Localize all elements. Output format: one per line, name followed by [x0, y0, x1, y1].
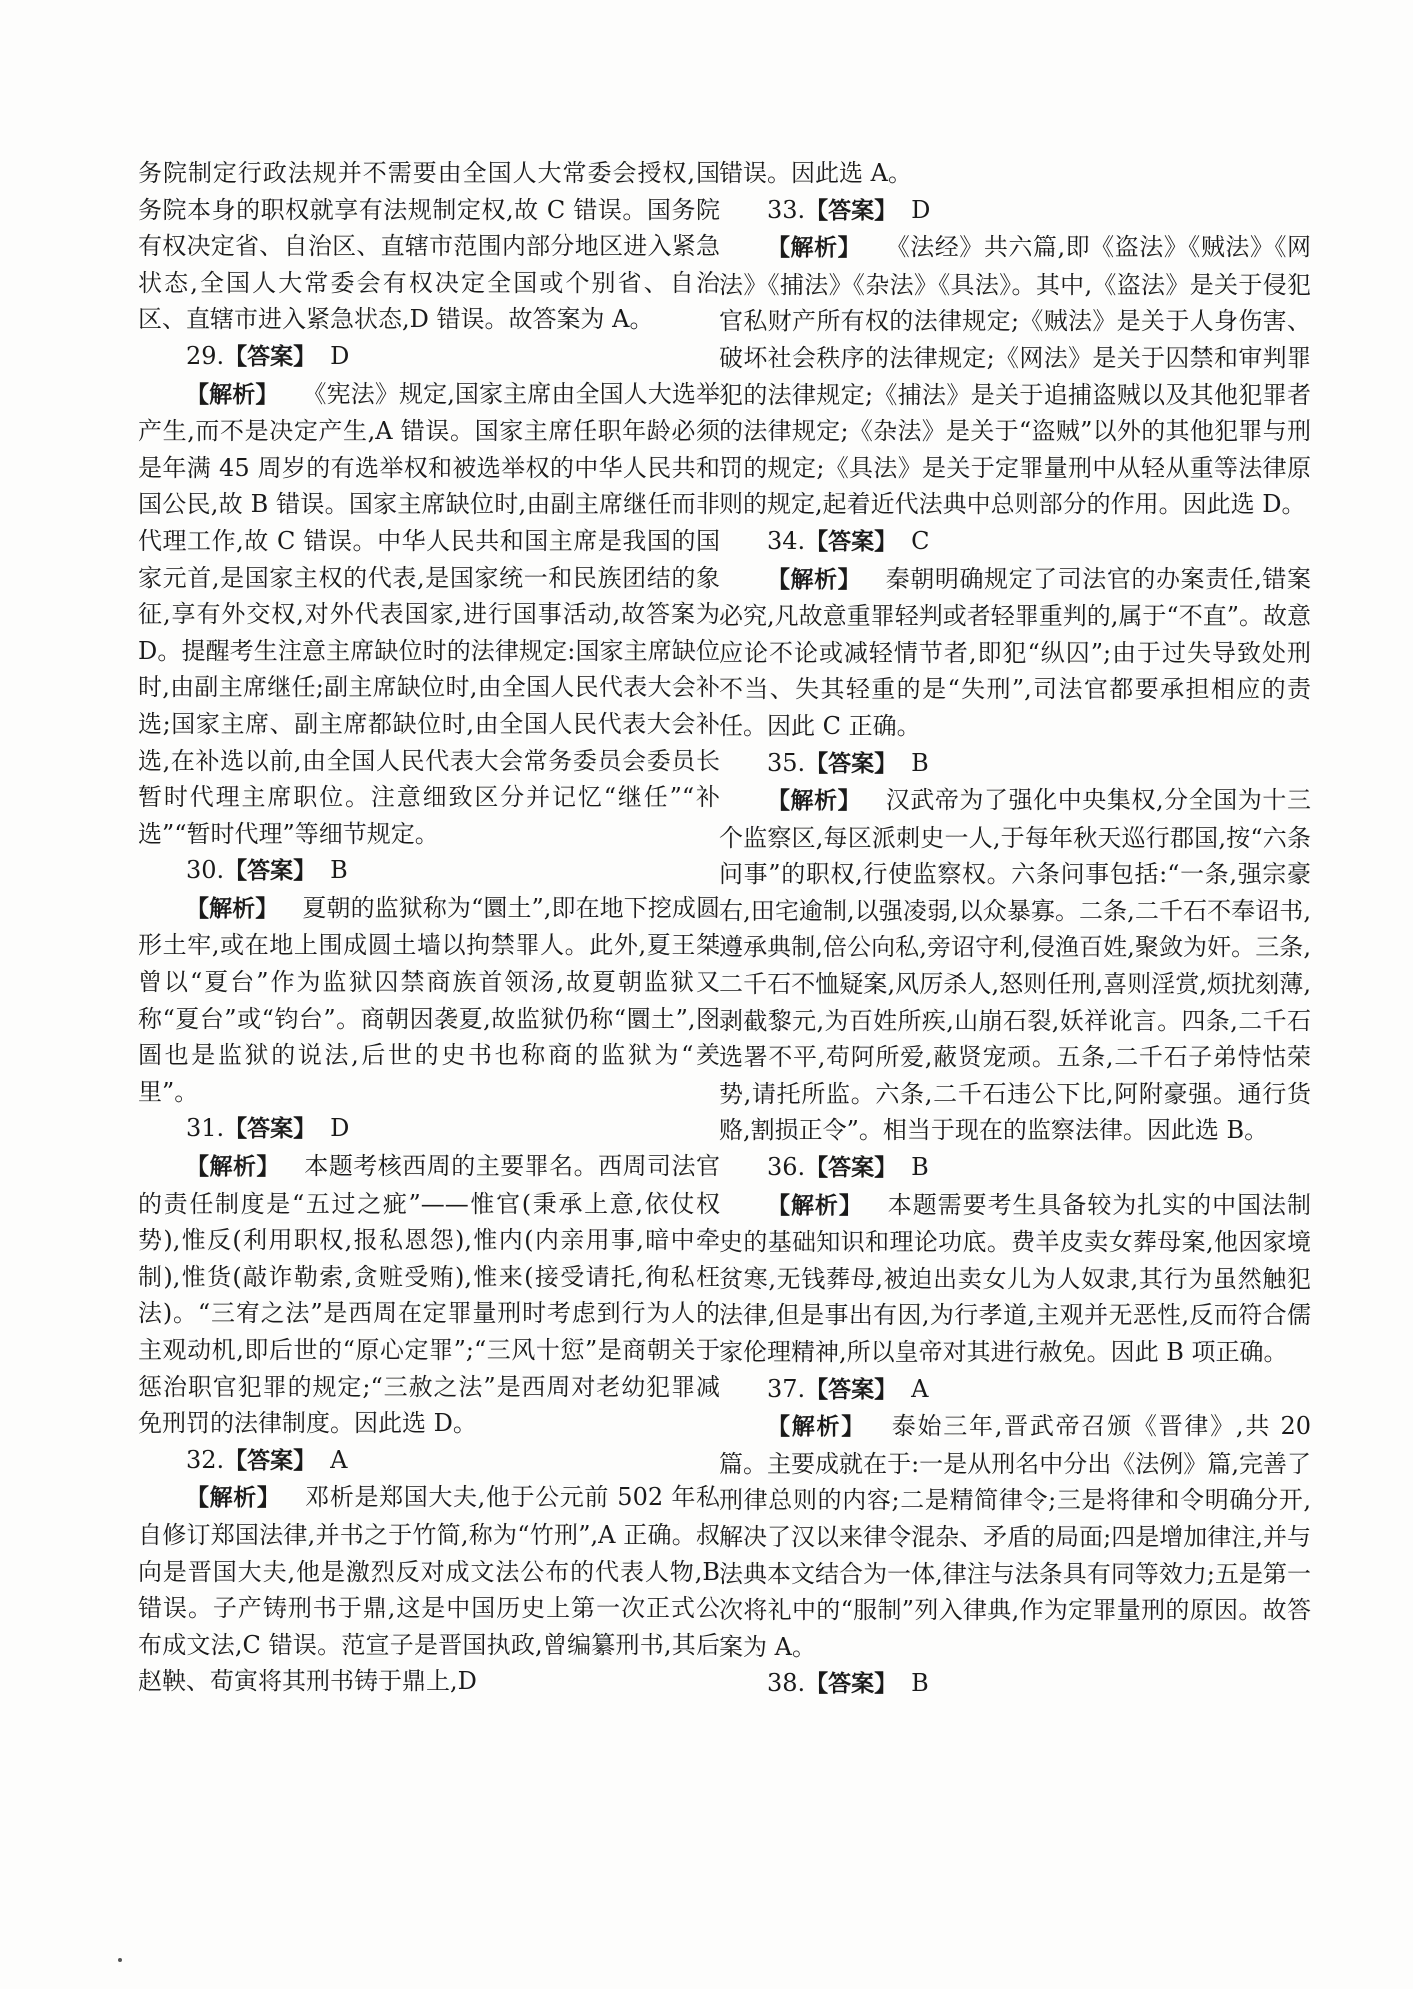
right-column — [719, 155, 1311, 1703]
answer-line — [719, 1371, 1311, 1409]
explanation-tag: 【解析】 — [767, 788, 862, 815]
explanation-tag: 【解析】 — [767, 1192, 863, 1219]
question-number: 30. — [186, 856, 225, 885]
answer-value: A — [330, 1445, 348, 1474]
paragraph-text: 泰始三年,晋武帝召颁《晋律》,共 20 篇。主要成就在于:一是从刑名中分出《法例》篇,完善了刑律总则的内容;二是精简律令;三是将律和令明确分开,解决了汉以来律令混杂、矛盾的局面;四是增加律注,并与法典本文结合为一体,律注与法条具有同等效力;五是第一次将礼中的“服制”列入律典,作为定罪量刑的原因。故答案为 A。 — [719, 1412, 1311, 1661]
explanation-tag: 【解析】 — [186, 381, 279, 408]
paragraph-text: 本题考核西周的主要罪名。西周司法官的责任制度是“五过之疵”——惟官(秉承上意,依仗权势),惟反(利用职权,报私恩怨),惟内(内亲用事,暗中牵制),惟货(敲诈勒索,贪赃受贿),惟来(接受请托,徇私枉法)。“三宥之法”是西周在定罪量刑时考虑到行为人的主观动机,即后世的“原心定罪”;“三风十愆”是商朝关于惩治职官犯罪的规定;“三赦之法”是西周对老幼犯罪减免刑罚的法律制度。因此选 D。 — [138, 1152, 721, 1438]
answer-value: A — [911, 1374, 929, 1403]
answer-tag: 【答案】 — [224, 343, 317, 370]
answer-line — [719, 745, 1311, 783]
question-number: 37. — [767, 1374, 806, 1403]
explanation-paragraph — [719, 229, 1311, 523]
explanation-tag: 【解析】 — [186, 1154, 280, 1181]
answer-line — [138, 338, 720, 376]
answer-tag: 【答案】 — [224, 1116, 317, 1143]
answer-value: B — [330, 856, 348, 885]
question-number: 35. — [767, 748, 806, 777]
scan-dot — [118, 1958, 122, 1962]
paragraph-text: 秦朝明确规定了司法官的办案责任,错案必究,凡故意重罪轻判或者轻罪重判的,属于“不直”。故意应论不论或减轻情节者,即犯“纵囚”;由于过失导致处刑不当、失其轻重的是“失刑”,司法官都要承担相应的责任。因此 C 正确。 — [719, 564, 1311, 740]
explanation-paragraph — [719, 561, 1311, 745]
paragraph-text: 本题需要考生具备较为扎实的中国法制史的基础知识和理论功底。费羊皮卖女葬母案,他因家境贫寒,无钱葬母,被迫出卖女儿为人奴隶,其行为虽然触犯法律,但是事出有因,为行孝道,主观并无恶性,反而符合儒家伦理精神,所以皇帝对其进行赦免。因此 B 项正确。 — [719, 1190, 1312, 1366]
question-number: 33. — [767, 195, 806, 224]
answer-line — [719, 523, 1311, 561]
paragraph-text: 务院制定行政法规并不需要由全国人大常委会授权,国务院本身的职权就享有法规制定权,故 C 错误。国务院有权决定省、自治区、直辖市范围内部分地区进入紧急状态,全国人大常委会有权决定全国或个别省、自治区、直辖市进入紧急状态,D 错误。故答案为 A。 — [138, 159, 720, 334]
question-number: 32. — [186, 1445, 225, 1474]
answer-line — [719, 1149, 1311, 1187]
answer-tag: 【答案】 — [224, 858, 317, 885]
paragraph-text: 《法经》共六篇,即《盗法》《贼法》《网法》《捕法》《杂法》《具法》。其中,《盗法》是关于侵犯官私财产所有权的法律规定;《贼法》是关于人身伤害、破坏社会秩序的法律规定;《网法》是关于囚禁和审判罪犯的法律规定;《捕法》是关于追捕盗贼以及其他犯罪者的法律规定;《杂法》是关于“盗贼”以外的其他犯罪与刑罚的规定;《具法》是关于定罪量刑中从轻从重等法律原则的规定,起着近代法典中总则部分的作用。因此选 D。 — [719, 233, 1311, 519]
answer-line — [138, 1442, 720, 1480]
explanation-tag: 【解析】 — [767, 566, 862, 593]
explanation-paragraph — [138, 890, 720, 1111]
left-column — [138, 155, 720, 1700]
explanation-paragraph — [138, 376, 720, 853]
explanation-tag: 【解析】 — [767, 1414, 867, 1441]
answer-tag: 【答案】 — [805, 1376, 898, 1403]
explanation-paragraph — [138, 1479, 720, 1700]
answer-value: D — [330, 341, 350, 370]
explanation-paragraph — [138, 1148, 720, 1442]
explanation-tag: 【解析】 — [186, 1485, 281, 1512]
explanation-tag: 【解析】 — [767, 235, 862, 262]
continuation-paragraph — [719, 155, 1311, 192]
answer-value: C — [911, 526, 930, 555]
answer-tag: 【答案】 — [805, 528, 898, 555]
answer-value: D — [911, 195, 931, 224]
paragraph-text: 《宪法》规定,国家主席由全国人大选举产生,而不是决定产生,A 错误。国家主席任职年龄必须是年满 45 周岁的有选举权和被选举权的中华人民共和国公民,故 B 错误。国家主席缺位时,由副主席继任而非代理工作,故 C 错误。中华人民共和国主席是我国的国家元首,是国家主权的代表,是国家统一和民族团结的象征,享有外交权,对外代表国家,进行国事活动,故答案为 D。提醒考生注意主席缺位时的法律规定:国家主席缺位时,由副主席继任;副主席缺位时,由全国人民代表大会补选;国家主席、副主席都缺位时,由全国人民代表大会补选,在补选以前,由全国人民代表大会常务委员会委员长暂时代理主席职位。注意细致区分并记忆“继任”“补选”“暂时代理”等细节规定。 — [138, 379, 720, 848]
question-number: 38. — [767, 1669, 806, 1698]
answer-tag: 【答案】 — [805, 750, 898, 777]
explanation-paragraph — [719, 782, 1311, 1149]
explanation-tag: 【解析】 — [186, 895, 279, 922]
continuation-paragraph — [138, 155, 720, 338]
question-number: 36. — [767, 1153, 806, 1182]
question-number: 34. — [767, 526, 806, 555]
answer-value: B — [911, 1153, 929, 1182]
answer-line — [719, 192, 1311, 230]
explanation-paragraph — [719, 1408, 1311, 1665]
explanation-paragraph — [719, 1187, 1311, 1371]
answer-value: B — [911, 748, 929, 777]
paragraph-text: 汉武帝为了强化中央集权,分全国为十三个监察区,每区派刺史一人,于每年秋天巡行郡国,按“六条问事”的职权,行使监察权。六条问事包括:“一条,强宗豪右,田宅逾制,以强凌弱,以众暴寡。二条,二千石不奉诏书,遵承典制,倍公向私,旁诏守利,侵渔百姓,聚敛为奸。三条,二千石不恤疑案,风厉杀人,怒则任刑,喜则淫赏,烦扰刻薄,剥截黎元,为百姓所疾,山崩石裂,妖祥讹言。四条,二千石选署不平,苟阿所爱,蔽贤宠顽。五条,二千石子弟恃怙荣势,请托所监。六条,二千石违公下比,阿附豪强。通行货赂,割损正令”。相当于现在的监察法律。因此选 B。 — [719, 786, 1311, 1145]
answer-line — [719, 1665, 1311, 1703]
answer-tag: 【答案】 — [805, 1155, 898, 1182]
paragraph-text: 邓析是郑国大夫,他于公元前 502 年私自修订郑国法律,并书之于竹简,称为“竹刑”,A 正确。叔向是晋国大夫,他是激烈反对成文法公布的代表人物,B 错误。子产铸刑书于鼎,这是中国历史上第一次正式公布成文法,C 错误。范宣子是晋国执政,曾编纂刑书,其后赵鞅、荀寅将其刑书铸于鼎上,D — [138, 1483, 721, 1696]
answer-value: B — [911, 1669, 929, 1698]
answer-line — [138, 1110, 720, 1148]
answer-tag: 【答案】 — [805, 197, 898, 224]
answer-line — [138, 852, 720, 890]
paragraph-text: 夏朝的监狱称为“圜土”,即在地下挖成圆形土牢,或在地上围成圆土墙以拘禁罪人。此外,夏王桀曾以“夏台”作为监狱囚禁商族首领汤,故夏朝监狱又称“夏台”或“钧台”。商朝因袭夏,故监狱仍称“圜土”,囹圄也是监狱的说法,后世的史书也称商的监狱为“羑里”。 — [138, 893, 721, 1106]
question-number: 29. — [186, 341, 225, 370]
answer-tag: 【答案】 — [805, 1671, 898, 1698]
answer-value: D — [330, 1114, 350, 1143]
paragraph-text: 错误。因此选 A。 — [719, 159, 912, 187]
question-number: 31. — [186, 1114, 225, 1143]
answer-tag: 【答案】 — [224, 1447, 317, 1474]
